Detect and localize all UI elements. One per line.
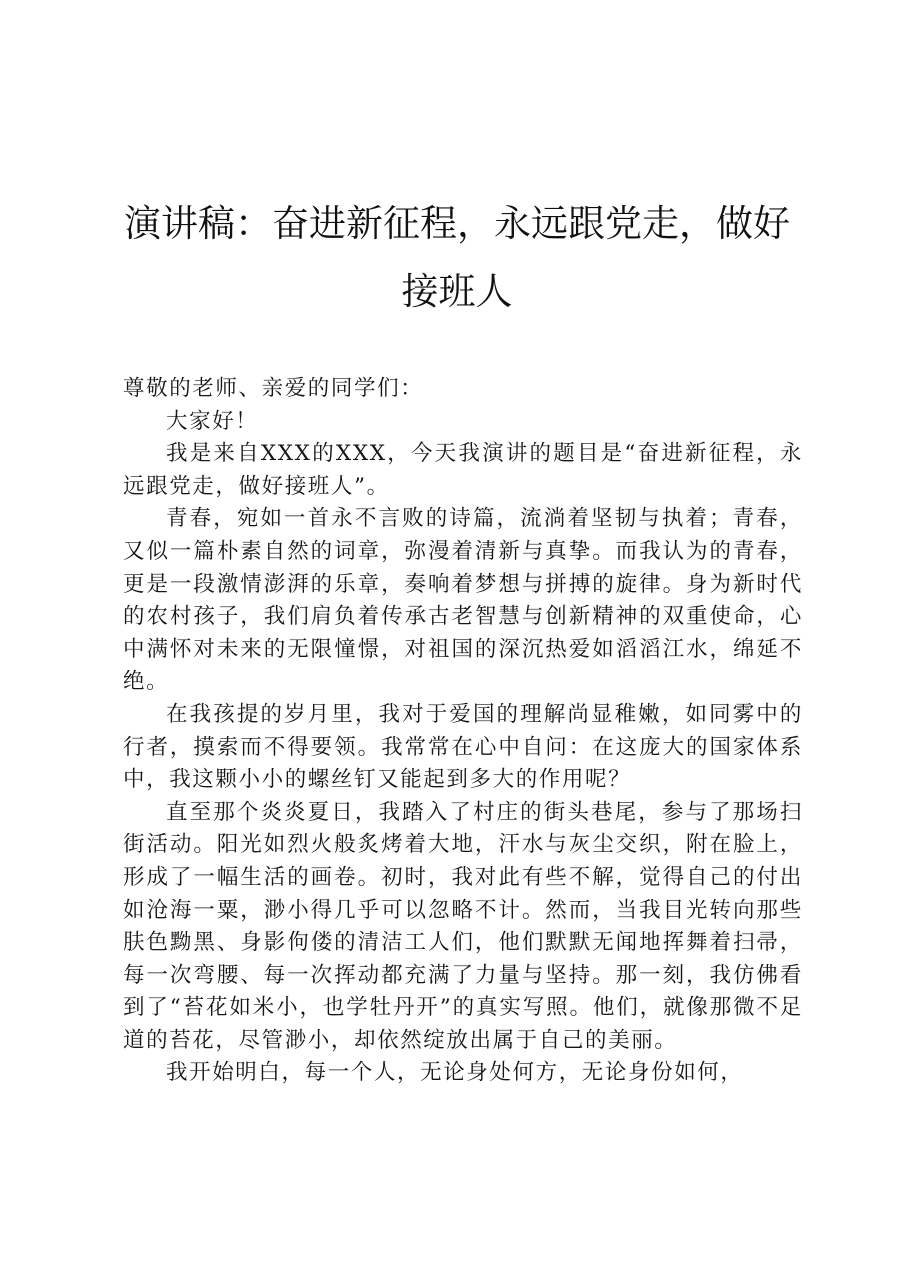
paragraph-realization: 我开始明白，每一个人，无论身处何方，无论身份如何， xyxy=(166,1060,744,1086)
paragraph-introduction: 我是来自XXX的XXX，今天我演讲的题目是“奋进新征程，永远跟党走，做好接班人”。 xyxy=(123,441,803,499)
document-title: 演讲稿：奋进新征程，永远跟党走，做好接班人 xyxy=(124,202,790,313)
paragraph-greeting: 大家好！ xyxy=(166,408,259,434)
paragraph-summer-cleanup: 直至那个炎炎夏日，我踏入了村庄的街头巷尾，参与了那场扫街活动。阳光如烈火般炙烤着大地，汗水与灰尘交织，附在脸上，形成了一幅生活的画卷。初时，我对此有些不解，觉得自己的付出如沧海一粟，渺小得几乎可以忽略不计。然而，当我目光转向那些肤色黝黑、身影佝偻的清洁工人们，他们默默无闻地挥舞着扫帚，每一次弯腰、每一次挥动都充满了力量与坚持。那一刻，我仿佛看到了“苔花如米小，也学牡丹开”的真实写照。他们，就像那微不足道的苔花，尽管渺小，却依然绽放出属于自己的美丽。 xyxy=(123,799,803,1053)
paragraph-youth: 青春，宛如一首永不言败的诗篇，流淌着坚韧与执着；青春，又似一篇朴素自然的词章，弥漫着清新与真挚。而我认为的青春，更是一段激情澎湃的乐章，奏响着梦想与拼搏的旋律。身为新时代的农村孩子，我们肩负着传承古老智慧与创新精神的双重使命，心中满怀对未来的无限憧憬，对祖国的深沉热爱如滔滔江水，绵延不绝。 xyxy=(123,506,803,695)
document-body xyxy=(123,373,803,1090)
paragraph-childhood: 在我孩提的岁月里，我对于爱国的理解尚显稚嫩，如同雾中的行者，摸索而不得要领。我常常在心中自问：在这庞大的国家体系中，我这颗小小的螺丝钉又能起到多大的作用呢？ xyxy=(123,701,803,793)
salutation: 尊敬的老师、亲爱的同学们： xyxy=(123,376,424,401)
